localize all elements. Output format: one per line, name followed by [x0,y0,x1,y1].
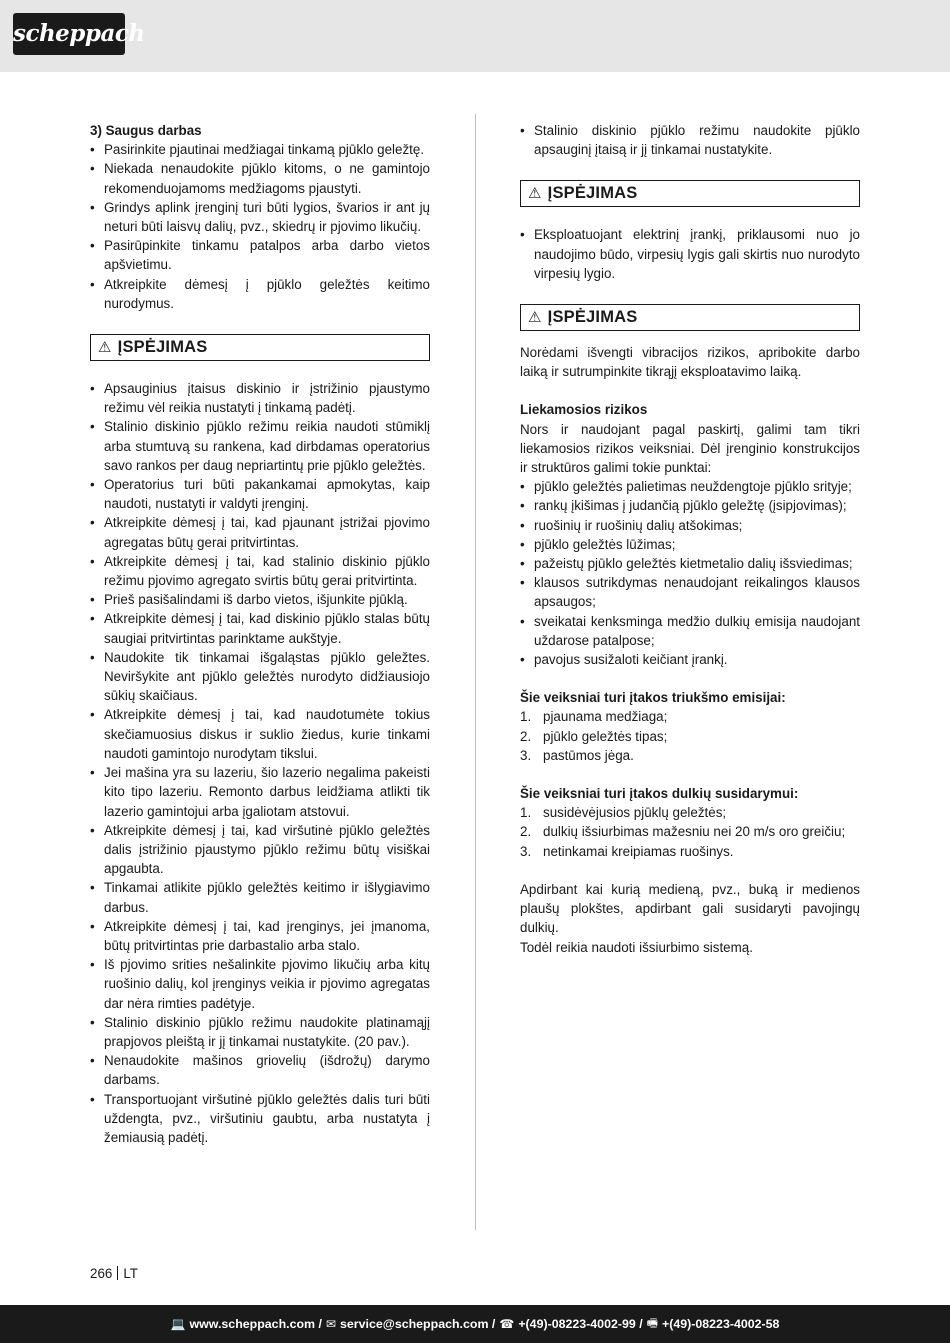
page-number [90,1266,138,1281]
warning-box [90,334,430,361]
list-item: • Atkreipkite dėmesį į tai, kad viršutinė pjūklo geležtės dalis įstrižinio pjaustymo pjūklo režimu būtų visiškai apgaubta. [90,821,430,879]
list-item: • Atkreipkite dėmesį į tai, kad diskinio pjūklo stalas būtų saugiai pritvirtintas parinktame aukštyje. [90,609,430,647]
list-item: 2. dulkių išsiurbimas mažesniu nei 20 m/s oro greičiu; [520,824,846,840]
footer-phone: +(49)-08223-4002-99 / [518,1317,643,1331]
vibration-paragraph: Norėdami išvengti vibracijos rizikos, apribokite darbo laiką ir sutrumpinkite tikrąjį eksploatavimo laiką. [520,345,860,380]
computer-icon: 💻 [170,1317,186,1331]
residual-risks-list [520,477,860,669]
list-item: • Tinkamai atlikite pjūklo geležtės keitimo ir išlygiavimo darbus. [90,878,430,916]
list-item: • Grindys aplink įrenginį turi būti lygios, švarios ir ant jų neturi būti laisvų dalių, pvz., skiedrų ir pjovimo likučių. [90,198,430,236]
closing-paragraph-2: Todėl reikia naudoti išsiurbimo sistemą. [520,939,753,955]
list-item: • Atkreipkite dėmesį į pjūklo geležtės keitimo nurodymus. [90,275,430,313]
footer-web[interactable]: www.scheppach.com / [189,1317,322,1331]
footer-bar [0,1305,950,1343]
noise-factors-title: Šie veiksniai turi įtakos triukšmo emisijai: [520,690,786,706]
warning-label: ĮSPĖJIMAS [547,184,638,203]
intro-list [90,140,430,313]
residual-risks-title: Liekamosios rizikos [520,402,648,418]
warning-label: ĮSPĖJIMAS [547,307,638,326]
list-item: • rankų įkišimas į judančią pjūklo geležtę (įsipjovimas); [520,496,860,515]
list-item: • Naudokite tik tinkamai išgaląstas pjūklo geležtes. Neviršykite ant pjūklo geležtės nurodyto didžiausiojo sūkių skaičiaus. [90,648,430,706]
list-item: • Nenaudokite mašinos griovelių (išdrožų) darymo darbams. [90,1051,430,1089]
footer-fax: +(49)-08223-4002-58 [661,1317,780,1331]
section-title: 3) Saugus darbas [90,123,202,138]
list-item: • Atkreipkite dėmesį į tai, kad naudotumėte tokius skečiamuosius diskus ir suklio žiedus, kurie tinkami naudoti gamintojo nurodytam tikslui. [90,705,430,763]
list-item: • klausos sutrikdymas nenaudojant reikalingos klausos apsaugos; [520,573,860,611]
phone-icon: ☎ [499,1317,515,1331]
warning-triangle-icon: ⚠ [98,338,112,356]
warning-label: ĮSPĖJIMAS [117,337,208,356]
list-item: • Jei mašina yra su lazeriu, šio lazerio negalima pakeisti kito tipo lazeriu. Remonto darbus leidžiama atlikti tik lazerio gamintojui arba įgaliotam atstovui. [90,763,430,821]
vibration-list [520,225,860,283]
header-bar [0,0,950,72]
list-item: • Iš pjovimo srities nešalinkite pjovimo likučių arba kitų ruošinio dalių, kol įrenginys veikia ir pjovimo agregatas dar nėra rimties padėtyje. [90,955,430,1013]
list-item: • Niekada nenaudokite pjūklo kitoms, o ne gamintojo rekomenduojamoms medžiagoms pjaustyti. [90,159,430,197]
list-item: 3. netinkamai kreipiamas ruošinys. [520,843,734,859]
list-item: • pjūklo geležtės lūžimas; [520,535,860,554]
list-item: • sveikatai kenksminga medžio dulkių emisija naudojant uždarose patalpose; [520,612,860,650]
list-item: • Operatorius turi būti pakankamai apmokytas, kaip naudoti, nustatyti ir valdyti įrenginį. [90,475,430,513]
list-item: 1. pjaunama medžiaga; [520,709,668,725]
residual-risks-intro: Nors ir naudojant pagal paskirtį, galimi tam tikri liekamosios rizikos veiksniai. Dėl įrenginio konstrukcijos ir struktūros galimi tokie punktai: [520,421,860,476]
list-item: • Stalinio diskinio pjūklo režimu reikia naudoti stūmiklį arba stumtuvą su rankena, kad dirbdamas operatorius savo rankos per daug nepriartintų prie pjūklo geležtės. [90,417,430,475]
list-item: • Atkreipkite dėmesį į tai, kad stalinio diskinio pjūklo režimu pjovimo agregato svirtis būtų gerai pritvirtinta. [90,552,430,590]
list-item: • Prieš pasišalindami iš darbo vietos, išjunkite pjūklą. [90,590,430,609]
list-item: • Eksploatuojant elektrinį įrankį, priklausomi nuo jo naudojimo būdo, virpesių lygis gali skirtis nuo nurodyto virpesių lygio. [520,225,860,283]
warning-box [520,304,860,331]
column-divider [475,114,476,1230]
list-item: • Stalinio diskinio pjūklo režimu naudokite pjūklo apsauginį įtaisą ir jį tinkamai nustatykite. [520,121,860,159]
list-item: • Pasirūpinkite tinkamu patalpos arba darbo vietos apšvietimu. [90,236,430,274]
noise-factors-list [520,707,860,765]
right-column [520,121,860,957]
dust-factors-title: Šie veiksniai turi įtakos dulkių susidarymui: [520,786,799,802]
list-item: • Apsauginius įtaisus diskinio ir įstrižinio pjaustymo režimu vėl reikia nustatyti į tinkamą padėtį. [90,379,430,417]
list-item: 1. susidėvėjusios pjūklų geležtės; [520,805,727,821]
left-column [90,121,430,1147]
fax-icon: 🖷 [646,1315,658,1330]
page-language: LT [123,1266,138,1281]
list-item: • Transportuojant viršutinė pjūklo geležtės dalis turi būti uždengta, pvz., viršutiniu gaubtu, arba nustatyta į žemiausią padėtį. [90,1090,430,1148]
warning-box [520,180,860,207]
list-item: • pavojus susižaloti keičiant įrankį. [520,650,860,669]
closing-paragraph: Apdirbant kai kurią medieną, pvz., buką ir medienos plaušų plokštes, apdirbant gali susidaryti pavojingų dulkių. [520,881,860,936]
warning-list [90,379,430,1147]
list-item: • Stalinio diskinio pjūklo režimu naudokite platinamąjį prapjovos pleištą ir jį tinkamai nustatykite. (20 pav.). [90,1013,430,1051]
scheppach-logo: scheppach [13,13,125,55]
list-item: 3. pastūmos jėga. [520,747,634,763]
warning-triangle-icon: ⚠ [528,185,542,203]
dust-factors-list [520,803,860,861]
top-list [520,121,860,159]
list-item: 2. pjūklo geležtės tipas; [520,728,668,744]
footer-email[interactable]: service@scheppach.com / [340,1317,496,1331]
list-item: • Atkreipkite dėmesį į tai, kad įrenginys, jei įmanoma, būtų pritvirtintas prie darbastalio arba stalo. [90,917,430,955]
list-item: • pjūklo geležtės palietimas neuždengtoje pjūklo srityje; [520,477,860,496]
warning-triangle-icon: ⚠ [528,308,542,326]
list-item: • Pasirinkite pjautinai medžiagai tinkamą pjūklo geležtę. [90,140,430,159]
list-item: • Atkreipkite dėmesį į tai, kad pjaunant įstrižai pjovimo agregatas būtų gerai pritvirtintas. [90,513,430,551]
list-item: • ruošinių ir ruošinių dalių atšokimas; [520,516,860,535]
mail-icon: ✉ [325,1317,337,1331]
list-item: • pažeistų pjūklo geležtės kietmetalio dalių išsviedimas; [520,554,860,573]
page-number-value: 266 [90,1266,113,1281]
